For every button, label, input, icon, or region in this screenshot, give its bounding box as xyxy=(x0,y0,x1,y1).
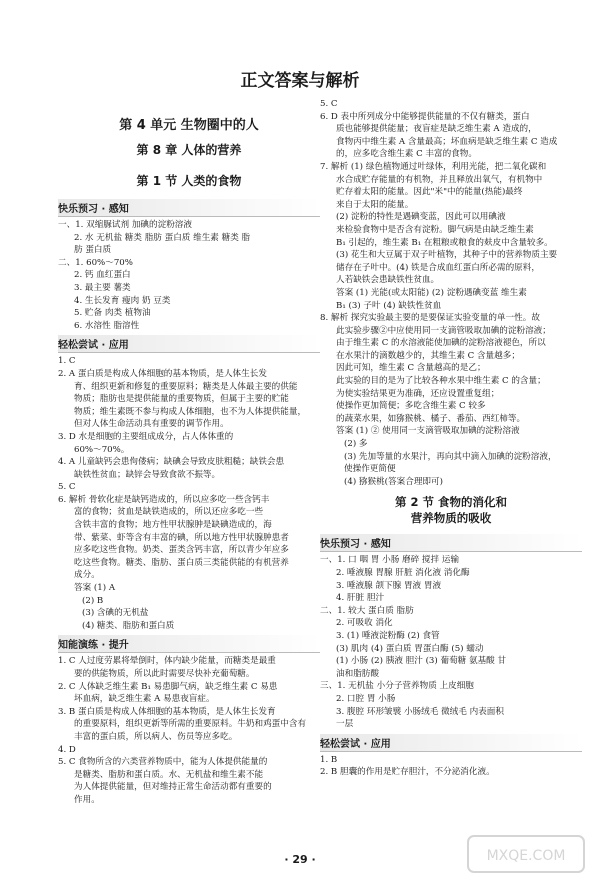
answer-line: 来自于太阳的能量。 xyxy=(336,199,414,210)
answer-line: 2. 水 无机盐 糖类 脂肪 蛋白质 维生素 糖类 脂 xyxy=(74,232,251,243)
answer-line: B₁ 引起的，维生素 B₁ 在粗粮或粮食的麸皮中含量较多。 xyxy=(336,237,553,248)
section-2-heading-line-1: 第 2 节 食物的消化和 xyxy=(394,495,507,510)
answer-line: 二、1. 60%～70% xyxy=(58,257,133,268)
answer-line: 3. D 水是细胞的主要组成成分，占人体体重的 xyxy=(58,431,234,442)
chapter-heading: 第 8 章 人体的营养 xyxy=(136,143,242,157)
answer-line: 肪 蛋白质 xyxy=(74,245,112,256)
answer-line: 在水果汁的滴数越少的，其维生素 C 含量越多； xyxy=(336,350,520,361)
answer-line: 的，应多吃含维生素 C 丰富的食物。 xyxy=(336,149,477,160)
answer-line: 2. C 人体缺乏维生素 B₁ 易患脚气病，缺乏维生素 C 易患 xyxy=(58,681,278,692)
answer-line: 一、1. 口 咽 胃 小肠 磨碎 搅拌 运输 xyxy=(320,555,460,566)
answer-line: 成分。 xyxy=(74,570,100,581)
answer-line: 要的供能物质，所以此时需要尽快补充葡萄糖。 xyxy=(74,669,255,679)
answer-line: 一层 xyxy=(336,719,354,730)
answer-line: 物质；维生素既不参与构成人体细胞，也不为人体提供能量， xyxy=(74,406,307,417)
section-2-heading-line-2: 营养物质的吸收 xyxy=(410,511,492,526)
answer-line: 三、1. 无机盐 小分子营养物质 上皮细胞 xyxy=(320,681,474,692)
left-answer-lines xyxy=(58,199,320,807)
answer-line: (3) 含碘的无机盐 xyxy=(82,608,149,619)
answer-line: 一、1. 双缩脲试剂 加碘的淀粉溶液 xyxy=(58,220,192,230)
answer-line: 丰富的蛋白质，所以病人、伤员等应多吃。 xyxy=(74,731,238,742)
answer-line: 为人体提供能量，但对维持正常生命活动都有重要的 xyxy=(74,782,272,793)
answer-line: 3. 唾液腺 颌下腺 胃液 胃液 xyxy=(336,580,442,591)
answer-line: 4. A 儿童缺钙会患佝偻病；缺碘会导致皮肤粗糙；缺铁会患 xyxy=(58,457,285,468)
answer-line: 2. 口腔 胃 小肠 xyxy=(336,693,396,704)
answer-line: 3. (1) 唾液淀粉酶 (2) 食管 xyxy=(336,630,440,641)
answer-line: 食物丙中维生素 A 含量最高；坏血病是缺乏维生素 C 造成 xyxy=(336,136,558,147)
answer-line: 吃这些食物。糖类、脂肪、蛋白质三类能供能的有机营养 xyxy=(74,557,289,568)
right-column xyxy=(320,98,582,779)
answer-line: 坏血病，缺乏维生素 A 易患夜盲症。 xyxy=(74,694,215,705)
answer-line: 6. 水溶性 脂溶性 xyxy=(74,320,140,331)
answer-line: 7. 解析 (1) 绿色植物通过叶绿体，利用光能，把二氧化碳和 xyxy=(320,161,547,172)
answer-line: 3. 最主要 薯类 xyxy=(74,282,131,293)
answer-line: 5. 贮备 肉类 植物油 xyxy=(74,308,151,319)
unit-heading: 第 4 单元 生物圈中的人 xyxy=(119,118,259,133)
answer-line: 带、紫菜、虾等含有丰富的碘，所以地方性甲状腺肿患者 xyxy=(74,532,289,543)
answer-line: 应多吃这些食物。奶类、蛋类含钙丰富，所以青少年应多 xyxy=(74,545,289,556)
right-answer-lines-bottom xyxy=(320,534,582,779)
answer-line: B₁ (3) 子叶 (4) 缺铁性贫血 xyxy=(336,300,442,311)
page-title: 正文答案与解析 xyxy=(240,71,360,91)
answer-line: 1. C 人过度劳累将晕倒时，体内缺少能量，而糖类是最重 xyxy=(58,656,276,667)
answer-line: 6. 解析 骨软化症是缺钙造成的，所以应多吃一些含钙丰 xyxy=(58,494,270,505)
answer-line: 来检验食物中是否含有淀粉。脚气病是由缺乏维生素 xyxy=(336,224,534,235)
answer-line: 6. D 表中所列成分中能够提供能量的不仅有糖类，蛋白 xyxy=(320,111,530,122)
answer-line: 答案 (1) 光能(或太阳能) (2) 淀粉遇碘变蓝 维生素 xyxy=(336,287,527,298)
answer-line: 作用。 xyxy=(74,794,100,805)
answer-line: 油和脂肪酸 xyxy=(336,668,379,679)
answer-line: 此实验的目的是为了比较各种水果中维生素 C 的含量； xyxy=(336,376,546,387)
answer-line: (2) B xyxy=(82,595,104,606)
answer-line: 答案 (1) ② 使用同一支滴管吸取加碘的淀粉溶液 xyxy=(336,426,520,437)
answer-line: 5. C xyxy=(58,482,76,493)
answer-line: (3) 花生和大豆属于双子叶植物，其种子中的营养物质主要 xyxy=(336,250,558,261)
answer-line: 缺铁性贫血；缺锌会导致食欲不振等。 xyxy=(74,469,221,480)
answer-line: 水合成贮存能量的有机物，并且释放出氧气，有机物中 xyxy=(336,174,543,185)
answer-line: (3) 先加等量的水果汁，再向其中滴入加碘的淀粉溶液， xyxy=(344,451,557,462)
answer-line: 2. 可吸收 消化 xyxy=(336,618,393,629)
answer-line: (2) 多 xyxy=(344,439,368,450)
answer-line: 二、1. 较大 蛋白质 脂肪 xyxy=(320,605,414,616)
answer-line: 60%～70%。 xyxy=(74,444,130,455)
answer-line: 因此可知，维生素 C 含量越高的是乙； xyxy=(336,363,486,374)
answer-line: 富的食物；贫血是缺铁造成的，所以还应多吃一些 xyxy=(74,507,264,518)
answer-line: 是糖类、脂肪和蛋白质。水、无机盐和维生素不能 xyxy=(74,769,264,780)
answer-line: (1) 小肠 (2) 胰液 胆汁 (3) 葡萄糖 氨基酸 甘 xyxy=(336,656,507,667)
section-band: 快乐预习 · 感知 xyxy=(320,534,582,552)
answer-line: 育、组织更新和修复的重要原料；糖类是人体最主要的供能 xyxy=(74,381,298,392)
answer-line: 此实验步骤②中应使用同一支滴管吸取加碘的淀粉溶液； xyxy=(336,325,551,336)
answer-line: (3) 肌肉 (4) 蛋白质 胃蛋白酶 (5) 蠕动 xyxy=(336,643,484,654)
answer-line: 含铁丰富的食物；地方性甲状腺肿是缺碘造成的，海 xyxy=(74,520,272,531)
answer-line: 由于维生素 C 的水溶液能使加碘的淀粉溶液褪色，所以 xyxy=(336,338,546,349)
answer-line: 5. C 食物所含的六类营养物质中，能为人体提供能量的 xyxy=(58,757,268,768)
answer-line: (4) 糖类、脂肪和蛋白质 xyxy=(82,620,175,631)
section-band: 知能演练 · 提升 xyxy=(58,635,320,653)
answer-line: 1. C xyxy=(58,356,76,367)
answer-line: 的重要原料，组织更新等所需的重要原料。牛奶和鸡蛋中含有 xyxy=(74,719,307,730)
answer-line: 1. B xyxy=(320,754,338,765)
answer-line: 使操作更加简便；多吃含维生素 C 较多 xyxy=(336,401,486,412)
answer-line: 的蔬菜水果，如猕猴桃、橘子、番茄、西红柿等。 xyxy=(336,413,526,424)
answer-line: 贮存着太阳的能量。因此"米"中的能量(热能)最终 xyxy=(336,187,523,198)
section-band: 轻松尝试 · 应用 xyxy=(320,734,582,752)
section-band: 轻松尝试 · 应用 xyxy=(58,335,320,353)
answer-line: 4. D xyxy=(58,744,76,755)
answer-line: (2) 淀粉的特性是遇碘变蓝，因此可以用碘液 xyxy=(336,212,506,223)
left-column xyxy=(58,106,320,807)
answer-line: 使操作更简便 xyxy=(344,464,396,475)
answer-line: 人若缺铁会患缺铁性贫血。 xyxy=(336,275,440,286)
answer-line: 2. 钙 血红蛋白 xyxy=(74,270,131,281)
svg-text:MXQE.COM: MXQE.COM xyxy=(486,848,566,864)
section-heading: 第 1 节 人类的食物 xyxy=(136,174,242,188)
answer-line: 2. B 胆囊的作用是贮存胆汁，不分泌消化液。 xyxy=(320,767,495,778)
answer-line: 物质；脂肪也是提供能量的重要物质，但属于主要的贮能 xyxy=(74,394,289,405)
answer-line: 为使实验结果更为准确，还应设置重复组； xyxy=(336,388,500,399)
answer-line: 5. C xyxy=(320,99,338,109)
right-answer-lines-top xyxy=(320,98,582,488)
watermark-logo xyxy=(466,832,586,876)
answer-line: 8. 解析 探究实验最主要的是要保证实验变量的单一性。故 xyxy=(320,313,540,324)
answer-line: 3. 腹腔 环形皱襞 小肠绒毛 微绒毛 内表面积 xyxy=(336,706,504,717)
section-band: 快乐预习 · 感知 xyxy=(58,199,320,217)
answer-line: 但对人体生命活动具有重要的调节作用。 xyxy=(74,419,229,430)
answer-line: 储存在子叶中。(4) 铁是合成血红蛋白所必需的原料， xyxy=(336,262,540,273)
answer-line: 4. 肝脏 胆汁 xyxy=(336,593,385,604)
answer-line: 2. 唾液腺 胃腺 肝脏 消化液 消化酶 xyxy=(336,568,470,578)
answer-line: 质也能够提供能量；夜盲症是缺乏维生素 A 造成的， xyxy=(336,124,537,135)
page-number: · 29 · xyxy=(284,853,316,866)
answer-line: 3. B 蛋白质是构成人体细胞的基本物质，是人体生长发育 xyxy=(58,706,276,717)
answer-line: 答案 (1) A xyxy=(74,583,116,594)
answer-line: 2. A 蛋白质是构成人体细胞的基本物质，是人体生长发 xyxy=(58,368,267,379)
answer-line: 4. 生长发育 瘦肉 奶 豆类 xyxy=(74,295,171,306)
section-2-heading xyxy=(320,494,582,526)
answer-line: (4) 猕猴桃(答案合理即可) xyxy=(344,476,443,487)
